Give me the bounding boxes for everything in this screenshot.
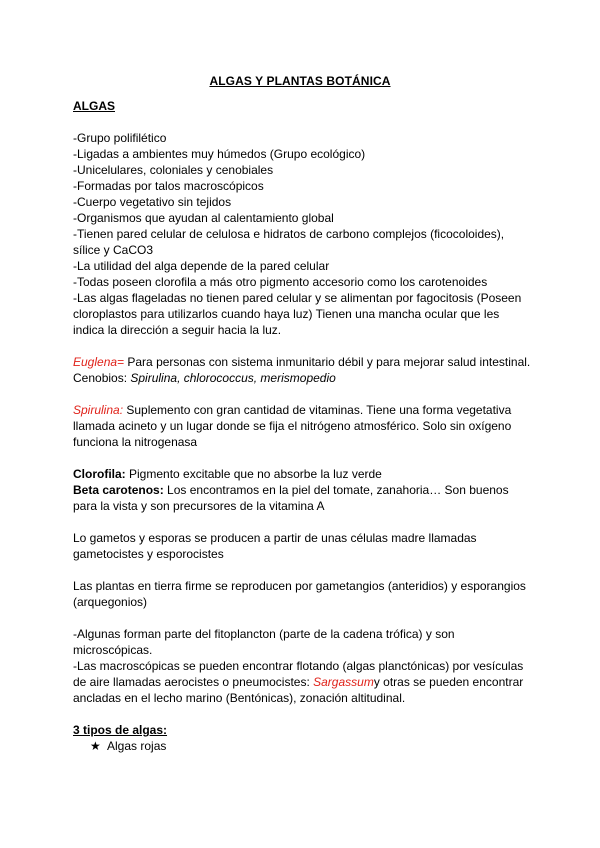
bullet-line: -Todas poseen clorofila a más otro pigmento accesorio como los carotenoides [73,275,488,289]
section-heading-algas: ALGAS [73,99,115,113]
page-title: ALGAS Y PLANTAS BOTÁNICA [209,74,391,88]
beta-carotenos-text: Los encontramos en la piel del tomate, zanahoria… Son buenos para la vista y son precursores de la vitamina A [73,483,509,513]
bullet-line: -Grupo polifilético [73,131,167,145]
clorofila-term: Clorofila: [73,467,126,481]
euglena-term: Euglena= [73,355,125,369]
gametos-paragraph: Lo gametos y esporas se producen a partir de unas células madre llamadas gametocistes y esporocistes [73,531,477,561]
euglena-paragraph [73,354,533,370]
bullet-line: -Formadas por talos macroscópicos [73,179,264,193]
bullet-line: -La utilidad del alga depende de la pared celular [73,259,330,273]
bullet-line: -Unicelulares, coloniales y cenobiales [73,163,274,177]
euglena-text: Para personas con sistema inmunitario débil y para mejorar salud intestinal. [124,355,531,369]
cenobios-list: Spirulina, chlorococcus, merismopedio [130,371,336,385]
clorofila-text: Pigmento excitable que no absorbe la luz verde [125,467,382,481]
macroscopicas-paragraph [73,658,533,706]
cenobios-label: Cenobios: [73,371,131,385]
macro-text-before: -Las macroscópicas se pueden encontrar flotando (algas planctónicas) por vesículas de aire llamadas aerocistes o pneumocistes: [73,659,524,689]
list-item-label: Algas rojas [107,739,167,753]
beta-carotenos-term: Beta carotenos: [73,483,164,497]
bullet-line: -Ligadas a ambientes muy húmedos (Grupo ecológico) [73,147,366,161]
section-heading-tipos: 3 tipos de algas: [73,723,168,737]
bullet-line: -Organismos que ayudan al calentamiento global [73,211,334,225]
spirulina-term: Spirulina: [73,403,124,417]
fitoplancton-paragraph: -Algunas forman parte del fitoplancton (parte de la cadena trófica) y son microscópicas. [73,627,455,657]
sargassum-term: Sargassum [313,675,374,689]
beta-carotenos-paragraph [73,482,533,514]
bullet-line: -Cuerpo vegetativo sin tejidos [73,195,232,209]
list-item [73,738,533,754]
plantas-paragraph: Las plantas en tierra firme se reproducen por gametangios (anteridios) y esporangios (arquegonios) [73,579,526,609]
bullet-line: -Tienen pared celular de celulosa e hidratos de carbono complejos (ficocoloides), sílice y CaCO3 [73,227,505,257]
cenobios-paragraph [73,370,533,386]
macro-text-after: y otras se pueden encontrar ancladas en el lecho marino (Bentónicas), zonación altitudinal. [73,675,524,705]
star-icon: ★ [90,739,101,753]
spirulina-text: Suplemento con gran cantidad de vitaminas. Tiene una forma vegetativa llamada acineto y un lugar donde se fija el nitrógeno atmosférico. Solo sin oxígeno funciona la nitrogenasa [73,403,512,449]
bullet-line: -Las algas flageladas no tienen pared celular y se alimentan por fagocitosis (Poseen cloroplastos para utilizarlos cuando haya luz) Tienen una mancha ocular que les indica la dirección a seguir hacia la luz. [73,291,522,337]
spirulina-paragraph [73,402,533,450]
clorofila-paragraph [73,466,533,482]
document-body [73,98,533,754]
